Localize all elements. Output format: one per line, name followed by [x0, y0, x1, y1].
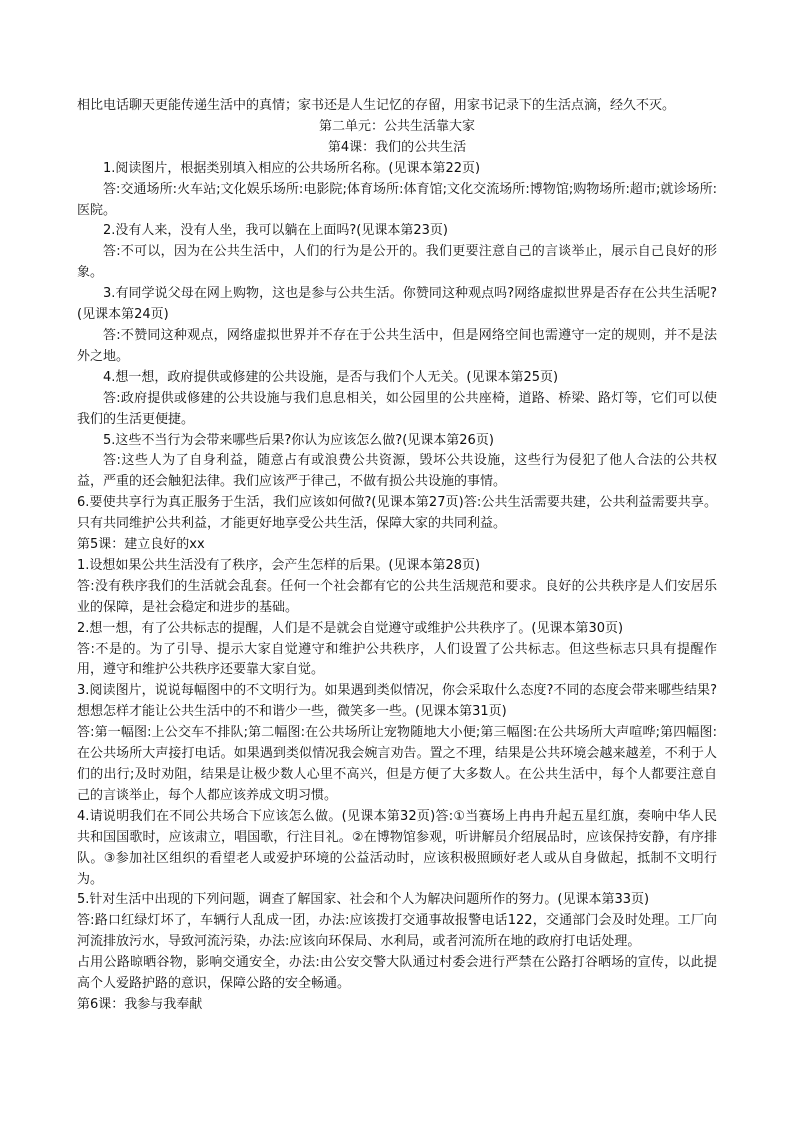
question-5-3: 3.阅读图片，说说每幅图中的不文明行为。如果遇到类似情况，你会采取什么态度?不同的态度会带来哪些结果?想想怎样才能让公共生活中的不和谐少一些，微笑多一些。(见课本第31页)	[77, 683, 717, 720]
question-5-2: 2.想一想，有了公共标志的提醒，人们是不是就会自觉遵守或维护公共秩序了。(见课本第30页)	[77, 620, 624, 636]
document-page	[77, 96, 717, 1016]
lesson-4-heading: 第4课：我们的公共生活	[327, 139, 467, 155]
paragraph-intro-tail: 相比电话聊天更能传递生活中的真情；家书还是人生记忆的存留，用家书记录下的生活点滴，经久不灭。	[77, 98, 676, 113]
answer-4-3: 答:不赞同这种观点，网络虚拟世界并不存在于公共生活中，但是网络空间也需遵守一定的规则，并不是法外之地。	[77, 327, 717, 364]
unit-heading: 第二单元：公共生活靠大家	[318, 118, 475, 134]
question-4-6: 6.要使共享行为真正服务于生活，我们应该如何做?(见课本第27页)答:公共生活需要共建，公共利益需要共享。只有共同维护公共利益，才能更好地享受公共生活，保障大家的共同利益。	[77, 495, 717, 532]
question-4-4: 4.想一想，政府提供或修建的公共设施，是否与我们个人无关。(见课本第25页)	[103, 369, 559, 385]
question-4-5: 5.这些不当行为会带来哪些后果?你认为应该怎么做?(见课本第26页)	[103, 432, 494, 448]
answer-4-1: 答:交通场所:火车站;文化娱乐场所:电影院;体育场所:体育馆;文化交流场所:博物馆;购物场所:超市;就诊场所:医院。	[77, 181, 717, 218]
lesson-6-heading: 第6课：我参与我奉献	[77, 996, 203, 1012]
answer-4-2: 答:不可以，因为在公共生活中，人们的行为是公开的。我们更要注意自己的言谈举止，展示自己良好的形象。	[77, 244, 717, 281]
question-5-4: 4.请说明我们在不同公共场合下应该怎么做。(见课本第32页)答:①当赛场上冉冉升起五星红旗，奏响中华人民共和国国歌时，应该肃立，唱国歌，行注目礼。②在博物馆参观，听讲解员介绍展品时，应该保持安静，有序排队。③参加社区组织的看望老人或爱护环境的公益活动时，应该积极照顾好老人或从自身做起，抵制不文明行为。	[77, 808, 717, 887]
answer-5-5-continued: 占用公路晾晒谷物，影响交通安全，办法:由公安交警大队通过村委会进行严禁在公路打谷晒场的宣传，以此提高个人爱路护路的意识，保障公路的安全畅通。	[77, 955, 717, 992]
question-4-2: 2.没有人来，没有人坐，我可以躺在上面吗?(见课本第23页)	[103, 223, 448, 239]
question-5-1: 1.设想如果公共生活没有了秩序，会产生怎样的后果。(见课本第28页)	[77, 557, 481, 573]
answer-4-5: 答:这些人为了自身利益，随意占有或浪费公共资源，毁坏公共设施，这些行为侵犯了他人合法的公共权益，严重的还会触犯法律。我们应该严于律己，不做有损公共设施的事情。	[77, 453, 717, 490]
question-4-1: 1.阅读图片，根据类别填入相应的公共场所名称。(见课本第22页)	[103, 160, 481, 176]
answer-5-2: 答:不是的。为了引导、提示大家自觉遵守和维护公共秩序，人们设置了公共标志。但这些标志只具有提醒作用，遵守和维护公共秩序还要靠大家自觉。	[77, 641, 717, 678]
answer-5-1: 答:没有秩序我们的生活就会乱套。任何一个社会都有它的公共生活规范和要求。良好的公共秩序是人们安居乐业的保障，是社会稳定和进步的基础。	[77, 578, 717, 615]
question-5-5: 5.针对生活中出现的下列问题，调查了解国家、社会和个人为解决问题所作的努力。(见课本第33页)	[77, 892, 650, 908]
answer-5-3: 答:第一幅图:上公交车不排队;第二幅图:在公共场所让宠物随地大小便;第三幅图:在公共场所大声喧哗;第四幅图:在公共场所大声接打电话。如果遇到类似情况我会婉言劝告。置之不理，结果是公共环境会越来越差，不利于人们的出行;及时劝阻，结果是让极少数人心里不高兴，但是方便了大多数人。在公共生活中，每个人都要注意自己的言谈举止，每个人都应该养成文明习惯。	[77, 725, 717, 803]
answer-4-4: 答:政府提供或修建的公共设施与我们息息相关，如公园里的公共座椅，道路、桥梁、路灯等，它们可以使我们的生活更便捷。	[77, 390, 717, 427]
question-4-3: 3.有同学说父母在网上购物，这也是参与公共生活。你赞同这种观点吗?网络虚拟世界是否存在公共生活呢?(见课本第24页)	[77, 286, 717, 323]
answer-5-5: 答:路口红绿灯坏了，车辆行人乱成一团，办法:应该拨打交通事故报警电话122，交通部门会及时处理。工厂向河流排放污水，导致河流污染，办法:应该向环保局、水利局，或者河流所在地的政府打电话处理。	[77, 913, 717, 950]
lesson-5-heading: 第5课：建立良好的xx	[77, 537, 205, 553]
